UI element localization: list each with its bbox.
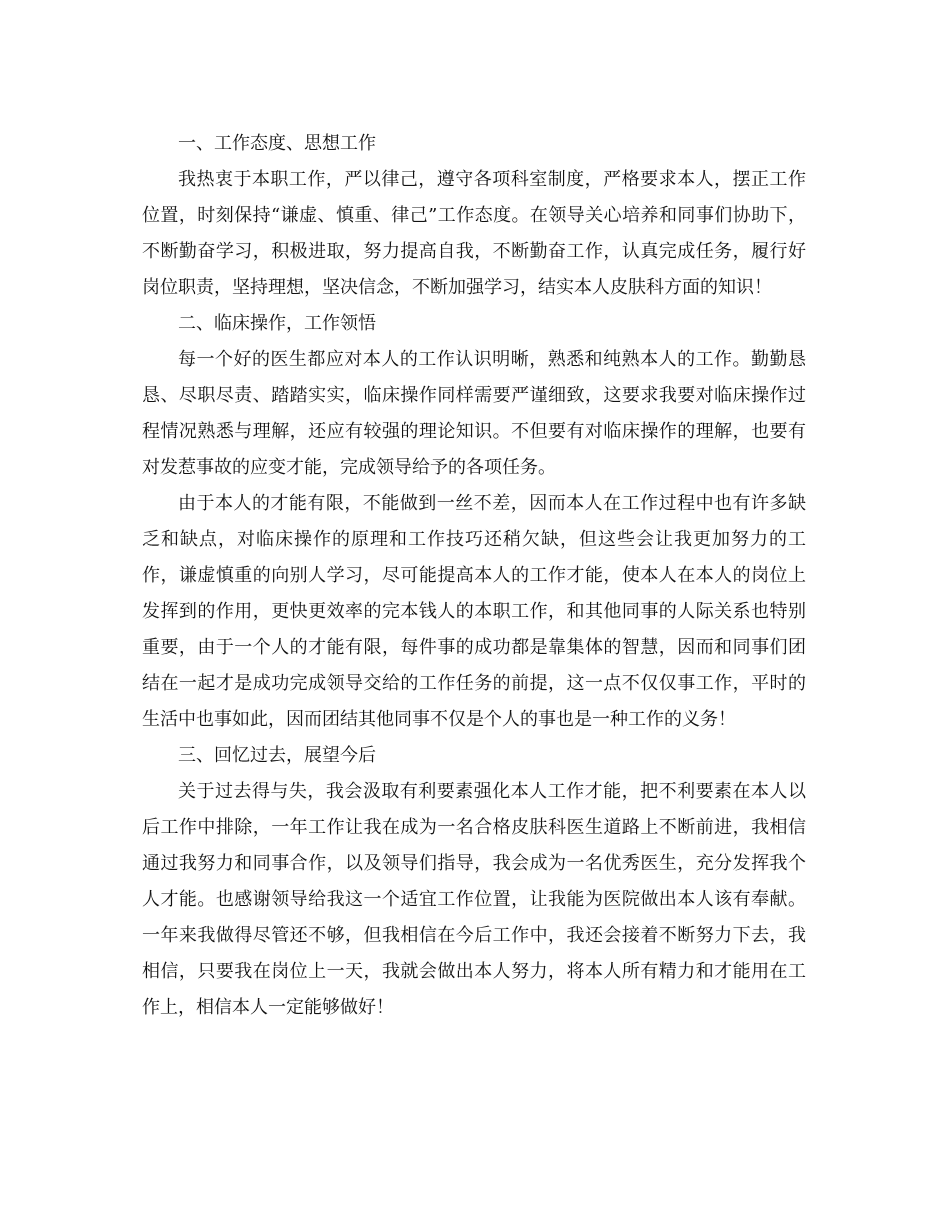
paragraph-clinical-operation-2: 由于本人的才能有限，不能做到一丝不差，因而本人在工作过程中也有许多缺乏和缺点，对临床操作的原理和工作技巧还稍欠缺，但这些会让我更加努力的工作，谦虚慎重的向别人学习，尽可能提高本人的工作才能，使本人在本人的岗位上发挥到的作用，更快更效率的完本钱人的本职工作，和其他同事的人际关系也特别重要，由于一个人的才能有限，每件事的成功都是靠集体的智慧，因而和同事们团结在一起才是成功完成领导交给的工作任务的前提，这一点不仅仅事工作，平时的生活中也事如此，因而团结其他同事不仅是个人的事也是一种工作的义务！ bbox=[142, 493, 806, 730]
paragraph-clinical-operation-1: 每一个好的医生都应对本人的工作认识明晰，熟悉和纯熟本人的工作。勤勤恳恳、尽职尽责、踏踏实实，临床操作同样需要严谨细致，这要求我要对临床操作过程情况熟悉与理解，还应有较强的理论知识。不但要有对临床操作的理解，也要有对发惹事故的应变才能，完成领导给予的各项任务。 bbox=[142, 349, 806, 478]
paragraph-review-outlook: 关于过去得与失，我会汲取有利要素强化本人工作才能，把不利要素在本人以后工作中排除，一年工作让我在成为一名合格皮肤科医生道路上不断前进，我相信通过我努力和同事合作，以及领导们指导，我会成为一名优秀医生，充分发挥我个人才能。也感谢领导给我这一个适宜工作位置，让我能为医院做出本人该有奉献。一年来我做得尽管还不够，但我相信在今后工作中，我还会接着不断努力下去，我相信，只要我在岗位上一天，我就会做出本人努力，将本人所有精力和才能用在工作上，相信本人一定能够做好！ bbox=[142, 781, 806, 1018]
section-heading-review-outlook: 三、回忆过去，展望今后 bbox=[178, 745, 376, 766]
section-heading-clinical-operation: 二、临床操作，工作领悟 bbox=[178, 313, 376, 334]
document-body bbox=[142, 126, 806, 1026]
paragraph-work-attitude: 我热衷于本职工作，严以律己，遵守各项科室制度，严格要求本人，摆正工作位置，时刻保持“谦虚、慎重、律己”工作态度。在领导关心培养和同事们协助下，不断勤奋学习，积极进取，努力提高自我，不断勤奋工作，认真完成任务，履行好岗位职责，坚持理想，坚决信念，不断加强学习，结实本人皮肤科方面的知识！ bbox=[142, 169, 806, 298]
section-heading-work-attitude: 一、工作态度、思想工作 bbox=[178, 133, 376, 154]
